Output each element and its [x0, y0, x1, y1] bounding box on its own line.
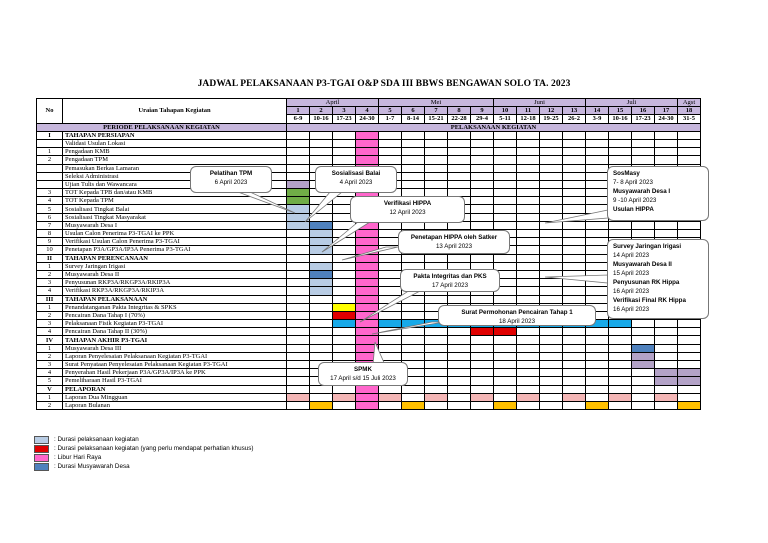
callout-date: 18 April 2023 — [498, 318, 536, 325]
week-dates: 8-14 — [402, 115, 425, 123]
row-label: TAHAPAN PELAKSANAAN — [63, 295, 287, 303]
callout-date: 17 April 2023 — [431, 282, 469, 289]
week-dates: 17-23 — [333, 115, 356, 123]
row-number: 1 — [37, 303, 63, 311]
callout-line: 16 April 2023 — [613, 306, 650, 313]
row-number: 6 — [37, 213, 63, 221]
row-label: Pelaksanaan Fisik Kegiatan P3-TGAI — [63, 320, 287, 328]
callout-surat-permohonan — [438, 305, 596, 326]
row-label: TAHAPAN PERSIAPAN — [63, 131, 287, 139]
header-uraian: Uraian Tahapan Kegiatan — [63, 99, 287, 124]
legend-label: : Durasi pelaksanaan kegiatan (yang perlu mendapat perhatian khusus) — [54, 445, 254, 452]
callout-survey-jaringan — [607, 239, 709, 319]
week-dates: 19-25 — [540, 115, 563, 123]
week-dates: 31-5 — [678, 115, 701, 123]
row-number: II — [37, 254, 63, 262]
week-dates: 17-23 — [632, 115, 655, 123]
row-label: Sosialisasi Tingkat Balai — [63, 205, 287, 213]
row-number: 4 — [37, 287, 63, 295]
legend-label: : Libur Hari Raya — [54, 454, 102, 461]
row-number: 9 — [37, 238, 63, 246]
week-dates: 10-16 — [609, 115, 632, 123]
week-dates: 26-2 — [563, 115, 586, 123]
row-label: Verifikasi Usulan Calon Penerima P3-TGAI — [63, 238, 287, 246]
period-label: PERIODE PELAKSANAAN KEGIATAN — [37, 123, 287, 131]
legend-swatch — [34, 436, 49, 444]
callout-spmk — [318, 362, 408, 386]
row-number: 2 — [37, 156, 63, 164]
row-number: 2 — [37, 311, 63, 319]
pointer-verifikasi-hippa — [322, 222, 370, 252]
row-label: Validasi Usulan Lokasi — [63, 139, 287, 147]
row-label: Penyusunan RKP3A/RKGP3A/RKIP3A — [63, 279, 287, 287]
callout-line: Musyawarah Desa I — [613, 188, 671, 195]
week-number: 9 — [471, 107, 494, 115]
callout-line: Usulan HIPPA — [613, 206, 654, 213]
callout-penetapan-hippa — [398, 230, 510, 254]
row-number: 2 — [37, 270, 63, 278]
callout-title: Sosialisasi Balai — [331, 170, 381, 177]
row-label: Sosialisasi Tingkat Masyarakat — [63, 213, 287, 221]
week-number: 4 — [356, 107, 379, 115]
week-number: 10 — [494, 107, 517, 115]
callout-date: 6 April 2023 — [214, 179, 248, 186]
month-header: April — [287, 99, 379, 107]
callout-sosmasy — [607, 166, 709, 221]
row-label: Penyerahan Hasil Pekerjaan P3A/GP3A/IP3A ke PPK — [63, 369, 287, 377]
month-header: Agst — [678, 99, 701, 107]
week-dates: 24-30 — [655, 115, 678, 123]
week-number: 14 — [586, 107, 609, 115]
week-number: 15 — [609, 107, 632, 115]
callout-title: Verifikasi HIPPA — [383, 200, 432, 207]
row-number: 4 — [37, 197, 63, 205]
week-dates: 1-7 — [379, 115, 402, 123]
callout-line: Musyawarah Desa II — [613, 261, 672, 268]
row-label: Pemeliharaan Hasil P3-TGAI — [63, 377, 287, 385]
week-dates: 6-9 — [287, 115, 310, 123]
legend-swatch — [34, 454, 49, 462]
callout-date: 17 April s/d 15 Juli 2023 — [330, 375, 396, 382]
callout-line: 15 April 2023 — [613, 270, 650, 277]
row-label: Verifikasi RKP3A/RKGP3A/RKIP3A — [63, 287, 287, 295]
week-dates: 3-9 — [586, 115, 609, 123]
row-number: 2 — [37, 401, 63, 409]
period-label: PELAKSANAAN KEGIATAN — [287, 123, 701, 131]
callout-verifikasi-hippa — [350, 196, 465, 223]
row-number: III — [37, 295, 63, 303]
week-number: 5 — [379, 107, 402, 115]
row-label: Surat Penyataan Penyelesaian Pelaksanaan Kegiatan P3-TGAI — [63, 361, 287, 369]
row-number: 3 — [37, 320, 63, 328]
callout-title: SPMK — [354, 366, 372, 373]
row-number: 2 — [37, 352, 63, 360]
callout-line: Penyusunan RK Hippa — [613, 279, 680, 286]
row-label: PELAPORAN — [63, 385, 287, 393]
row-label: Pemasukan Berkas Lamaran — [63, 164, 287, 172]
callout-pelatihan-tpm — [190, 166, 272, 193]
row-label: Laporan Bulanan — [63, 401, 287, 409]
row-label: Penetapan P3A/GP3A/IP3A Penerima P3-TGAI — [63, 246, 287, 254]
row-number: 1 — [37, 262, 63, 270]
week-number: 2 — [310, 107, 333, 115]
row-number: 3 — [37, 361, 63, 369]
week-number: 8 — [448, 107, 471, 115]
pointer-surat-permohonan — [372, 322, 444, 334]
pointer-sosmasy — [545, 210, 608, 223]
legend-swatch — [34, 463, 49, 471]
row-number: 1 — [37, 148, 63, 156]
callout-pakta-integritas — [400, 269, 500, 292]
row-number: 5 — [37, 205, 63, 213]
row-label: Laporan Penyelesaian Pelaksanaan Kegiatan P3-TGAI — [63, 352, 287, 360]
row-label: Seleksi Administrasi — [63, 172, 287, 180]
row-number: 3 — [37, 279, 63, 287]
row-label: Ujian Tulis dan Wawancara — [63, 180, 287, 188]
callout-line: 14 April 2023 — [613, 252, 650, 259]
callout-line: 7- 8 April 2023 — [613, 179, 653, 186]
row-label: Musyawarah Desa I — [63, 221, 287, 229]
month-header: Mei — [379, 99, 494, 107]
month-header: Juli — [586, 99, 678, 107]
week-dates: 22-28 — [448, 115, 471, 123]
row-number: 10 — [37, 246, 63, 254]
week-number: 16 — [632, 107, 655, 115]
callout-title: Penetapan HIPPA oleh Satker — [410, 234, 498, 241]
legend-label: : Durasi Musyawarah Desa — [54, 463, 130, 470]
row-label: Usulan Calon Penerima P3-TGAI ke PPK — [63, 230, 287, 238]
callout-title: Pelatihan TPM — [209, 170, 253, 177]
week-dates: 5-11 — [494, 115, 517, 123]
callout-date: 4 April 2023 — [339, 179, 373, 186]
week-number: 17 — [655, 107, 678, 115]
row-number: I — [37, 131, 63, 139]
row-label: TAHAPAN PERENCANAAN — [63, 254, 287, 262]
pointer-pelatihan-tpm — [238, 192, 295, 213]
row-label: Laporan Dua Mingguan — [63, 393, 287, 401]
header-no: No — [37, 99, 63, 124]
week-number: 6 — [402, 107, 425, 115]
row-label: TOT Kepada TPM — [63, 197, 287, 205]
month-header: Juni — [494, 99, 586, 107]
week-number: 3 — [333, 107, 356, 115]
week-dates: 12-18 — [517, 115, 540, 123]
callout-line: 9 -10 April 2023 — [613, 197, 657, 204]
row-label: Pencairan Dana Tahap I (70%) — [63, 311, 287, 319]
week-number: 7 — [425, 107, 448, 115]
pointer-survey-jaringan — [545, 275, 608, 283]
row-label: TOT Kepada TPB dan/atau KMB — [63, 189, 287, 197]
row-number: 5 — [37, 377, 63, 385]
pointer-pakta-integritas — [360, 290, 422, 322]
week-number: 11 — [517, 107, 540, 115]
pointer-sosialisasi-balai — [305, 192, 342, 222]
row-label: Musyawarah Desa III — [63, 344, 287, 352]
week-dates: 15-21 — [425, 115, 448, 123]
callout-title: Pakta Integritas dan PKS — [413, 273, 487, 280]
row-number: 1 — [37, 344, 63, 352]
schedule-title: JADWAL PELAKSANAAN P3-TGAI O&P SDA III BBWS BENGAWAN SOLO TA. 2023 — [197, 79, 571, 89]
row-number: 3 — [37, 189, 63, 197]
row-number: V — [37, 385, 63, 393]
callout-line: 16 April 2023 — [613, 288, 650, 295]
row-label: Pengadaan TPM — [63, 156, 287, 164]
week-number: 1 — [287, 107, 310, 115]
pointer-penetapan-hippa — [342, 247, 398, 260]
row-number: 4 — [37, 369, 63, 377]
row-number: 8 — [37, 230, 63, 238]
row-label: Musyawarah Desa II — [63, 270, 287, 278]
legend-swatch — [34, 445, 49, 453]
week-number: 18 — [678, 107, 701, 115]
row-label: Pengadaan KMB — [63, 148, 287, 156]
callout-line: Survey Jaringan Irigasi — [613, 243, 682, 250]
callout-title: Surat Permohonan Pencairan Tahap 1 — [461, 309, 573, 316]
row-number: 7 — [37, 221, 63, 229]
row-label: Penandatanganan Pakta Integritas & SPKS — [63, 303, 287, 311]
week-dates: 29-4 — [471, 115, 494, 123]
week-dates: 24-30 — [356, 115, 379, 123]
legend-label: : Durasi pelaksanaan kegiatan — [54, 436, 139, 443]
row-label: Pencairan Dana Tahap II (30%) — [63, 328, 287, 336]
week-number: 12 — [540, 107, 563, 115]
week-dates: 10-16 — [310, 115, 333, 123]
callout-line: Verifikasi Final RK Hippa — [613, 297, 686, 304]
callout-date: 13 April 2023 — [435, 243, 473, 250]
week-number: 13 — [563, 107, 586, 115]
callout-date: 12 April 2023 — [389, 209, 426, 216]
row-number: IV — [37, 336, 63, 344]
row-label: Survey Jaringan Irigasi — [63, 262, 287, 270]
row-label: TAHAPAN AKHIR P3-TGAI — [63, 336, 287, 344]
callout-line: SosMasy — [613, 170, 640, 177]
row-number: 4 — [37, 328, 63, 336]
row-number: 1 — [37, 393, 63, 401]
callout-sosialisasi-balai — [315, 166, 397, 193]
